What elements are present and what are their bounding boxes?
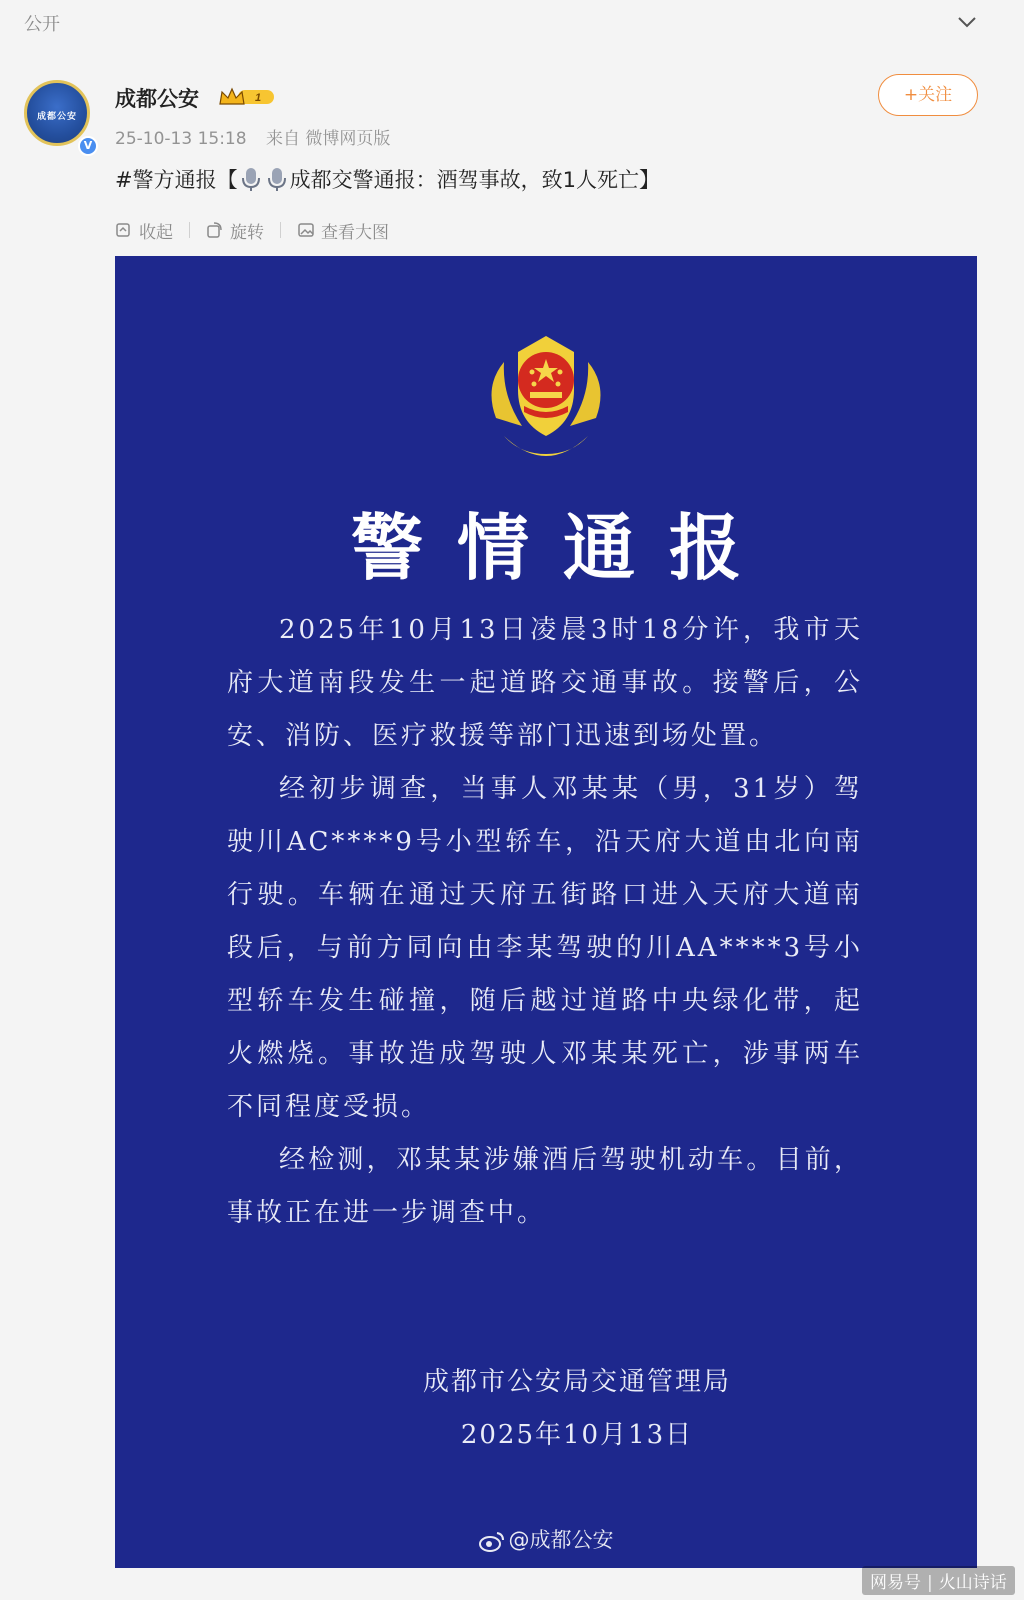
- signature-org: 成都市公安局交通管理局: [422, 1367, 731, 1397]
- divider: |: [927, 1573, 933, 1593]
- corner-watermark: [862, 1566, 1015, 1595]
- notice-title: 警情通报: [350, 505, 775, 590]
- weibo-watermark: [115, 1524, 977, 1554]
- rotate-label: 旋转: [230, 222, 264, 243]
- microphone-icon: [240, 166, 262, 192]
- post-meta: [115, 124, 404, 149]
- image-toolbar: [115, 218, 389, 242]
- image-icon: [297, 221, 315, 239]
- view-large-label: 查看大图: [321, 222, 389, 243]
- signature-date: 2025年10月13日: [460, 1420, 694, 1450]
- view-large-button[interactable]: [297, 218, 389, 243]
- rotate-icon: [206, 221, 224, 239]
- corner-watermark-right: 火山诗话: [938, 1573, 1007, 1593]
- post-time: 25-10-13 15:18: [115, 129, 247, 149]
- police-emblem-icon: [474, 326, 618, 470]
- svg-text:1: 1: [254, 92, 262, 104]
- divider: [280, 222, 281, 238]
- avatar[interactable]: [24, 80, 90, 146]
- watermark-text: @成都公安: [508, 1528, 614, 1552]
- username[interactable]: 成都公安: [115, 87, 199, 111]
- verified-icon: V: [78, 136, 98, 156]
- police-notice-image[interactable]: [115, 256, 977, 1568]
- hashtag-link[interactable]: #警方通报: [115, 168, 217, 192]
- notice-paragraph: 经初步调查，当事人邓某某（男，31岁）驾驶川AC****9号小型轿车，沿天府大道由北向南行驶。车辆在通过天府五街路口进入天府大道南段后，与前方同向由李某驾驶的川AA****3号小型轿车发生碰撞，随后越过道路中央绿化带，起火燃烧。事故造成驾驶人邓某某死亡，涉事两车不同程度受损。: [227, 774, 863, 1122]
- vip-crown-icon: [218, 86, 278, 108]
- divider: [189, 222, 190, 238]
- notice-body: [227, 604, 863, 1240]
- content-bracket: 【: [216, 168, 238, 192]
- chevron-down-icon[interactable]: [956, 14, 978, 30]
- follow-button[interactable]: +关注: [878, 74, 978, 116]
- avatar-label: 成都公安: [36, 112, 77, 122]
- notice-signature: [407, 1356, 747, 1462]
- notice-paragraph: 经检测，邓某某涉嫌酒后驾驶机动车。目前，事故正在进一步调查中。: [227, 1145, 863, 1228]
- notice-paragraph: 2025年10月13日凌晨3时18分许，我市天府大道南段发生一起道路交通事故。接警后，公安、消防、医疗救援等部门迅速到场处置。: [227, 615, 863, 751]
- content-text: 成都交警通报：酒驾事故，致1人死亡】: [289, 168, 660, 192]
- top-bar: [0, 0, 1024, 50]
- rotate-button[interactable]: [206, 218, 264, 243]
- collapse-icon: [115, 221, 133, 239]
- weibo-icon: [479, 1530, 505, 1552]
- post-source: 来自 微博网页版: [265, 129, 391, 149]
- collapse-label: 收起: [139, 222, 173, 243]
- post-content: [115, 164, 660, 194]
- corner-watermark-left: 网易号: [870, 1573, 921, 1593]
- visibility-label: 公开: [24, 14, 60, 35]
- collapse-button[interactable]: [115, 218, 173, 243]
- microphone-icon: [266, 166, 288, 192]
